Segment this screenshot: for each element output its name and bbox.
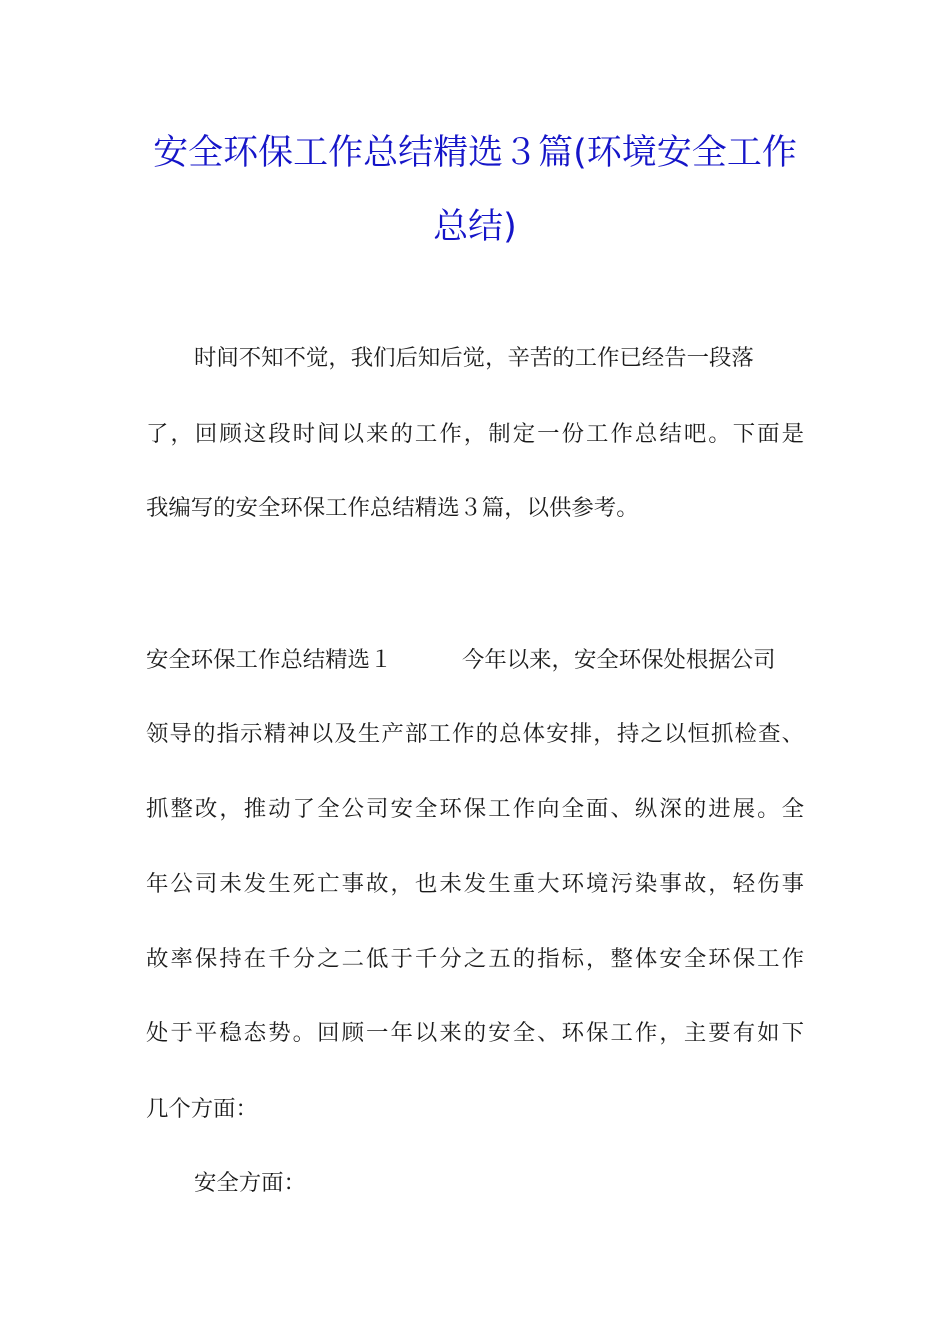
section1-heading: 安全环保工作总结精选１ [146, 647, 393, 673]
section1-line-3: 抓整改，推动了全公司安全环保工作向全面、纵深的进展。全 [146, 796, 804, 822]
intro-line-1: 时间不知不觉，我们后知后觉，辛苦的工作已经告一段落 [194, 345, 754, 371]
intro-line-3: 我编写的安全环保工作总结精选３篇，以供参考。 [146, 495, 639, 521]
document-title-line-1: 安全环保工作总结精选３篇(环境安全工作 [153, 133, 797, 173]
subheading-safety: 安全方面： [194, 1170, 306, 1196]
section1-line-2: 领导的指示精神以及生产部工作的总体安排，持之以恒抓检查、 [146, 721, 804, 747]
section1-line-5: 故率保持在千分之二低于千分之五的指标，整体安全环保工作 [146, 946, 804, 972]
intro-line-2: 了，回顾这段时间以来的工作，制定一份工作总结吧。下面是 [146, 421, 804, 447]
section1-line-7: 几个方面： [146, 1096, 258, 1122]
section1-line-6: 处于平稳态势。回顾一年以来的安全、环保工作，主要有如下 [146, 1020, 804, 1046]
section1-first-line: 今年以来，安全环保处根据公司 [462, 647, 776, 673]
document-title-line-2: 总结) [433, 207, 517, 247]
section1-line-4: 年公司未发生死亡事故，也未发生重大环境污染事故，轻伤事 [146, 871, 804, 897]
